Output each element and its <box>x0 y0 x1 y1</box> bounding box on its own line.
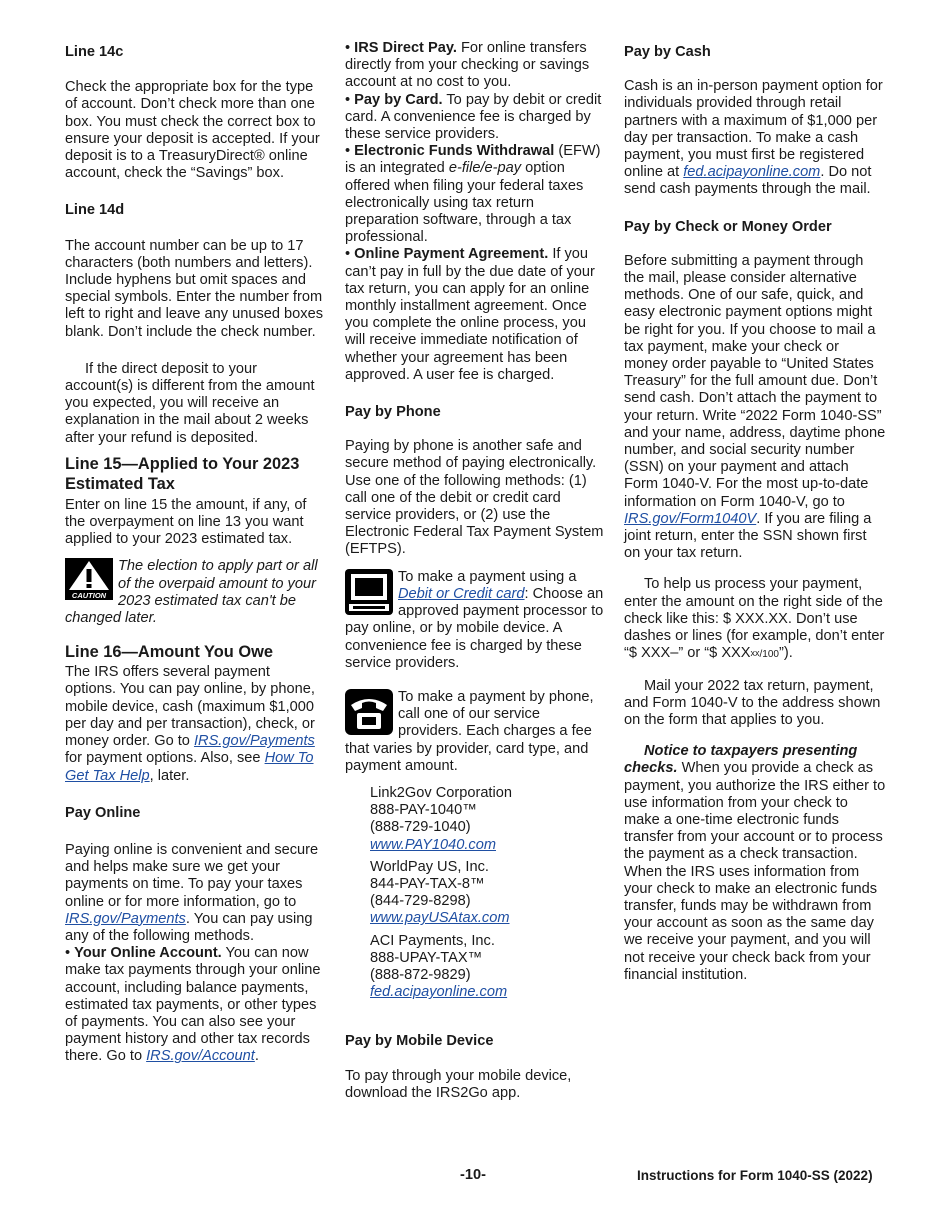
column-1 <box>65 40 325 1066</box>
notice-taxpayers-text <box>624 743 886 984</box>
line16-text-a: The IRS offers several payment options. You can pay online, by phone, mobile device, cash (maximum $1,000 per day and per transaction), check, or money order. Go to <box>65 664 315 750</box>
pay-by-phone-text: Paying by phone is another safe and secure method of paying electronically. Use one of the following methods: (1) call one of the debit or credit card service providers, or (2) use the Electronic Federal Tax Payment System (EFTPS). <box>345 438 604 558</box>
provider-worldpay <box>370 859 607 928</box>
bullet-direct-pay-title: IRS Direct Pay. <box>354 40 457 56</box>
bullet-pay-by-card: • Pay by Card. To pay by debit or credit card. A convenience fee is charged by these service providers. <box>345 91 602 143</box>
pay-by-mobile-text: To pay through your mobile device, download the IRS2Go app. <box>345 1067 572 1101</box>
line16-text-c: , later. <box>149 767 190 784</box>
bullet-opa-text: If you can’t pay in full by the due date of your tax return, you can apply for an online monthly installment agreement. Once you complete the online process, you will receive immediate notification of whether your agreement has been approved. A user fee is charged. <box>345 246 595 383</box>
pay-online-text <box>65 842 325 945</box>
pay-by-cash-heading: Pay by Cash <box>624 44 711 60</box>
caution-label: CAUTION <box>71 591 107 601</box>
document-title: Instructions for Form 1040-SS (2022) <box>637 1168 873 1183</box>
bullet-efw-text-a: (EFW) is an integrated <box>345 143 601 177</box>
cash-text-a: Cash is an in-person payment option for individuals provided through retail partners with a maximum of $1,000 per day per transaction. To make a cash payment, you must first be registered online at <box>624 78 883 181</box>
provider-phone-number: (844-729-8298) <box>370 893 471 910</box>
bullet-online-payment-agreement: • Online Payment Agreement. If you can’t pay in full by the due date of your tax return, you can apply for an online monthly installment agreement. Once you complete the online process, you will receive immediate notification of whether your agreement has been approved. A user fee is charged. <box>345 246 595 383</box>
pay-by-mobile-heading: Pay by Mobile Device <box>345 1033 494 1050</box>
pay-online-heading: Pay Online <box>65 804 141 821</box>
bullet-opa-title: Online Payment Agreement. <box>354 246 549 263</box>
irs-payments-link[interactable]: IRS.gov/Payments <box>193 733 315 750</box>
irs-payments-link-2[interactable]: IRS.gov/Payments <box>65 910 186 927</box>
line14d-text: The account number can be up to 17 characters (both numbers and letters). Include hyphens but omit spaces and special symbols. Enter the number from left to right and leave any unused boxes blank. Don’t include the check number. <box>65 237 323 340</box>
bullet-online-account-end: . <box>254 1048 259 1065</box>
provider-phone-number: (888-872-9829) <box>370 966 471 983</box>
mail-return-text: Mail your 2022 tax return, payment, and Form 1040-V to the address shown on the form that applies to you. <box>624 677 881 728</box>
caution-icon <box>65 558 113 600</box>
provider-phone-number: (888-729-1040) <box>370 819 471 836</box>
card-text-b: : Choose an approved payment processor to pay online, or by mobile device. A convenience fee is charged by these service providers. <box>345 585 604 671</box>
column-2 <box>345 40 607 1102</box>
bullet-pay-by-card-title: Pay by Card. <box>354 91 443 108</box>
provider-link2gov <box>370 785 607 854</box>
bullet-efw-text-b: option offered when filing your federal taxes electronically using tax return preparation software, through a tax professional. <box>345 160 584 246</box>
cash-text-b: . Do not send cash payments through the mail. <box>624 164 872 198</box>
caution-text: The election to apply part or all of the overpaid amount to your 2023 estimated tax can't be changed later. <box>65 558 318 627</box>
provider-url-link[interactable]: www.PAY1040.com <box>370 836 496 853</box>
pay-by-check-text <box>624 253 886 563</box>
page-number: -10- <box>460 1167 486 1183</box>
pay-by-check-heading: Pay by Check or Money Order <box>624 218 832 235</box>
bullet-efw-italic: e-file/e-pay <box>448 160 522 177</box>
bullet-online-account: • Your Online Account. You can now make tax payments through your online account, including balance payments, estimated tax payments, or other types of payments. You can also see your payment history and other tax records there. Go to IRS.gov/Account. <box>65 945 321 1065</box>
bullet-online-account-title: Your Online Account. <box>74 945 222 962</box>
pay-by-phone-heading: Pay by Phone <box>345 404 441 421</box>
line16-heading: Line 16—Amount You Owe <box>65 643 273 662</box>
provider-url-link[interactable]: www.payUSAtax.com <box>370 910 510 927</box>
process-text-a: To help us process your payment, enter the amount on the right side of the check like this: $ XXX.XX. Don’t use dashes or lines (for example, don’t enter “$ XXX–” or “$ XXX <box>624 576 885 662</box>
provider-aci <box>370 933 607 1002</box>
pay-by-cash-text <box>624 78 886 198</box>
phone-pay-text: To make a payment by phone, call one of our service providers. Each charges a fee that varies by provider, card type, and payment amount. <box>345 688 594 774</box>
process-payment-text <box>624 576 886 663</box>
line15-text: Enter on line 15 the amount, if any, of the overpayment on line 13 you want applied to your 2023 estimated tax. <box>65 496 307 548</box>
provider-name: ACI Payments, Inc. <box>370 932 495 949</box>
provider-name: Link2Gov Corporation <box>370 784 512 801</box>
bullet-direct-pay-text: For online transfers directly from your checking or savings account at no cost to you. <box>345 40 590 91</box>
process-sup: xx <box>750 648 760 659</box>
line16-text <box>65 664 325 784</box>
pay-online-text-a: Paying online is convenient and secure and helps make sure we get your payments on time. To pay your taxes online or for more information, go to <box>65 841 319 910</box>
provider-phone: 888-PAY-1040™ <box>370 802 477 819</box>
column-3 <box>624 40 886 984</box>
acipayonline-link[interactable]: fed.acipayonline.com <box>683 164 821 181</box>
line14c-heading: Line 14c <box>65 44 124 60</box>
provider-name: WorldPay US, Inc. <box>370 858 489 875</box>
line14d-heading: Line 14d <box>65 202 125 219</box>
phone-payment-note <box>345 689 607 775</box>
process-text-b: ”). <box>779 645 793 662</box>
provider-phone: 844-PAY-TAX-8™ <box>370 875 485 892</box>
card-payment-note <box>345 569 607 672</box>
debit-credit-card-link[interactable]: Debit or Credit card <box>398 585 525 602</box>
line14d-text2: If the direct deposit to your account(s) is different from the amount you expected, you will receive an explanation in the mail about 2 weeks after your refund is deposited. <box>65 360 315 446</box>
caution-note <box>65 558 325 627</box>
irs-form1040v-link[interactable]: IRS.gov/Form1040V <box>624 510 757 527</box>
card-text-a: To make a payment using a <box>398 568 577 585</box>
notice-title: Notice to taxpayers presenting checks. <box>624 743 858 777</box>
process-sub: /100 <box>759 649 779 661</box>
bullet-pay-by-card-text: To pay by debit or credit card. A convenience fee is charged by these service providers. <box>345 91 602 143</box>
provider-list <box>370 785 607 1001</box>
bullet-efw-title: Electronic Funds Withdrawal <box>354 143 555 160</box>
provider-phone: 888-UPAY-TAX™ <box>370 949 483 966</box>
bullet-direct-pay: • IRS Direct Pay. For online transfers directly from your checking or savings account at no cost to you. <box>345 40 590 91</box>
how-to-get-tax-help-link[interactable]: How To Get Tax Help <box>65 750 314 784</box>
check-text-b: . If you are filing a joint return, enter the SSN shown first on your tax return. <box>624 510 872 562</box>
line15-heading: Line 15—Applied to Your 2023 Estimated Tax <box>65 454 300 493</box>
notice-body: When you provide a check as payment, you authorize the IRS either to use information from your check to make a one-time electronic funds transfer from your account or to process the payment as a check transaction. When the IRS uses information from your check to make an electronic funds transfer, funds may be withdrawn from your account as soon as the same day we receive your payment, and you will not receive your check back from your financial institution. <box>624 760 886 983</box>
pay-online-text-b: . You can pay using any of the following methods. <box>65 910 313 944</box>
line14c-text: Check the appropriate box for the type of account. Don’t check more than one box. You must check the correct box to ensure your deposit is accepted. If your deposit is to a TreasuryDirect® online account, check the “Savings” box. <box>65 79 320 182</box>
irs-account-link[interactable]: IRS.gov/Account <box>146 1048 255 1065</box>
line16-text-b: for payment options. Also, see <box>65 750 265 767</box>
computer-icon <box>345 569 393 615</box>
telephone-icon <box>345 689 393 735</box>
provider-url-link[interactable]: fed.acipayonline.com <box>370 984 508 1001</box>
bullet-online-account-text: You can now make tax payments through your online account, including balance payments, estimated tax payments, or other types of payments. You can also see your payment history and other tax records there. Go to <box>65 945 321 1065</box>
bullet-efw: • Electronic Funds Withdrawal (EFW) is an integrated e-file/e-pay option offered when filing your federal taxes electronically using tax return preparation software, through a tax professional. <box>345 143 601 246</box>
check-text-a: Before submitting a payment through the mail, please consider alternative methods. One of our safe, quick, and easy electronic payment options might be right for you. If you choose to mail a tax payment, make your check or money order payable to “United States Treasury” for the full amount due. Don’t send cash. Don’t attach the payment to your return. Write “2022 Form 1040-SS” and your name, address, daytime phone number, and social security number (SSN) on your payment and attach Form 1040-V. For the most up-to-date information on Form 1040-V, go to <box>624 252 886 510</box>
